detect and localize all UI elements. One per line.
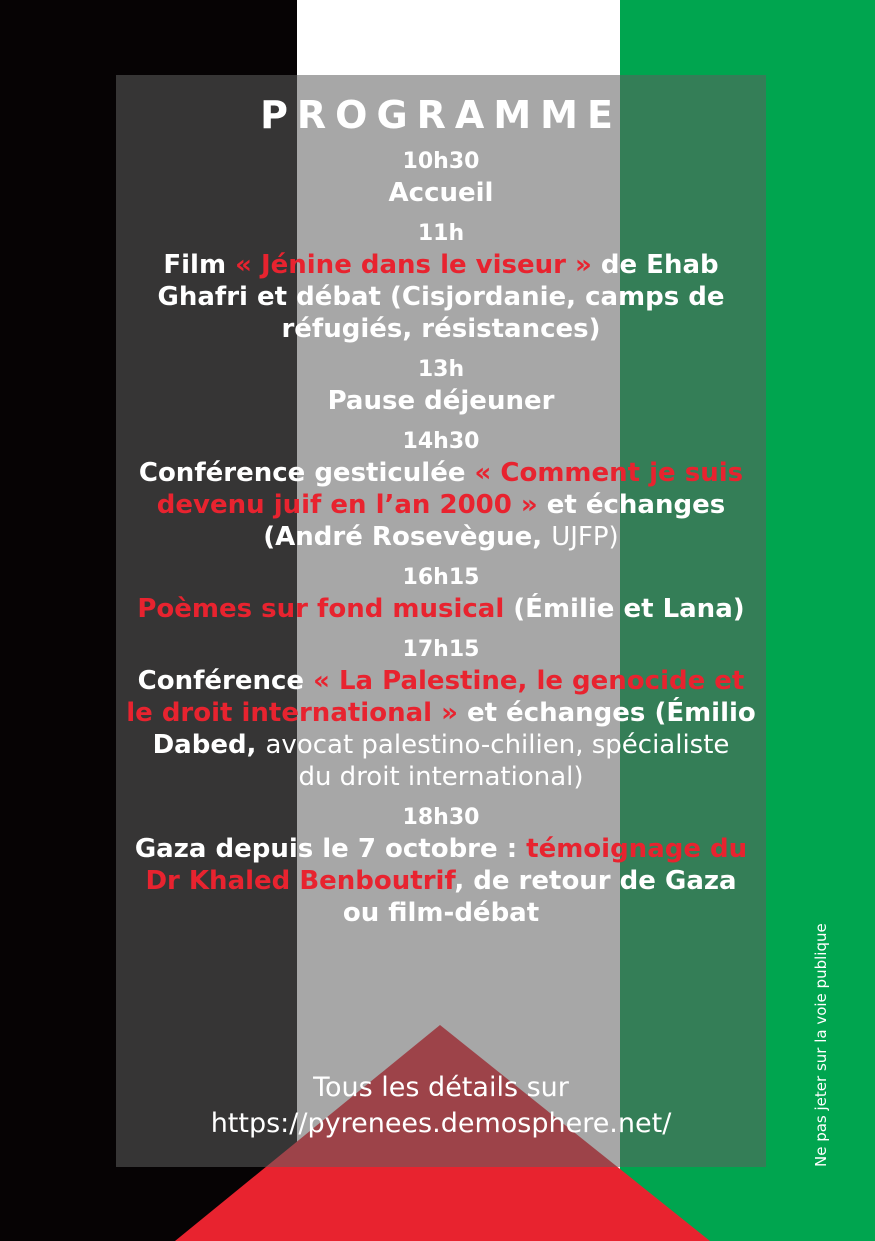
- text-segment: (Émilie et Lana): [504, 594, 745, 624]
- highlight-text: « Comment je suis: [474, 458, 744, 488]
- text-segment: réfugiés, résistances): [281, 314, 601, 344]
- item-time: 13h: [417, 357, 465, 382]
- text-segment: Ghafri et débat (Cisjordanie, camps de: [157, 282, 725, 312]
- page-title: PROGRAMME: [260, 93, 622, 137]
- footer-line: Tous les détails sur: [313, 1072, 569, 1103]
- item-description: [116, 665, 766, 793]
- text-segment: Film: [163, 250, 236, 280]
- program-item: [116, 635, 766, 793]
- side-note: Ne pas jeter sur la voie publique: [812, 923, 830, 1167]
- text-segment: Conférence gesticulée: [138, 458, 475, 488]
- text-segment: UJFP): [551, 522, 619, 552]
- program-item: [116, 219, 766, 345]
- text-segment: Dabed,: [152, 730, 266, 760]
- text-segment: et échanges (Émilio: [457, 698, 756, 728]
- program-item: [116, 427, 766, 553]
- footer-info: [116, 1070, 766, 1142]
- program-content: [116, 75, 766, 1167]
- text-segment: et échanges: [537, 490, 726, 520]
- text-segment: ou film-débat: [342, 898, 540, 928]
- item-description: [116, 833, 766, 929]
- highlight-text: devenu juif en l’an 2000 »: [156, 490, 538, 520]
- highlight-text: témoignage du: [526, 834, 748, 864]
- program-item: [116, 147, 766, 209]
- website-link[interactable]: https://pyrenees.demosphere.net/: [210, 1108, 672, 1139]
- item-time: 14h30: [402, 429, 480, 454]
- item-description: [116, 457, 766, 553]
- text-segment: de Ehab: [591, 250, 719, 280]
- item-time: 10h30: [402, 149, 480, 174]
- item-description: [116, 249, 766, 345]
- item-description: [116, 593, 766, 625]
- text-segment: Conférence: [137, 666, 314, 696]
- highlight-text: Dr Khaled Benboutrif: [145, 866, 455, 896]
- text-segment: du droit international): [298, 762, 584, 792]
- text-segment: (André Rosevègue,: [263, 522, 552, 552]
- program-item: [116, 355, 766, 417]
- highlight-text: « Jénine dans le viseur »: [235, 250, 592, 280]
- text-segment: Gaza depuis le 7 octobre :: [134, 834, 527, 864]
- program-item: [116, 563, 766, 625]
- item-time: 17h15: [402, 637, 480, 662]
- program-item: [116, 803, 766, 929]
- text-segment: avocat palestino-chilien, spécialiste: [265, 730, 730, 760]
- highlight-text: « La Palestine, le genocide et: [313, 666, 745, 696]
- item-time: 18h30: [402, 805, 480, 830]
- text-segment: , de retour de Gaza: [454, 866, 737, 896]
- item-time: 11h: [417, 221, 465, 246]
- item-description: Accueil: [388, 178, 494, 208]
- item-time: 16h15: [402, 565, 480, 590]
- highlight-text: Poèmes sur fond musical: [137, 594, 505, 624]
- item-description: Pause déjeuner: [327, 386, 555, 416]
- highlight-text: le droit international »: [126, 698, 458, 728]
